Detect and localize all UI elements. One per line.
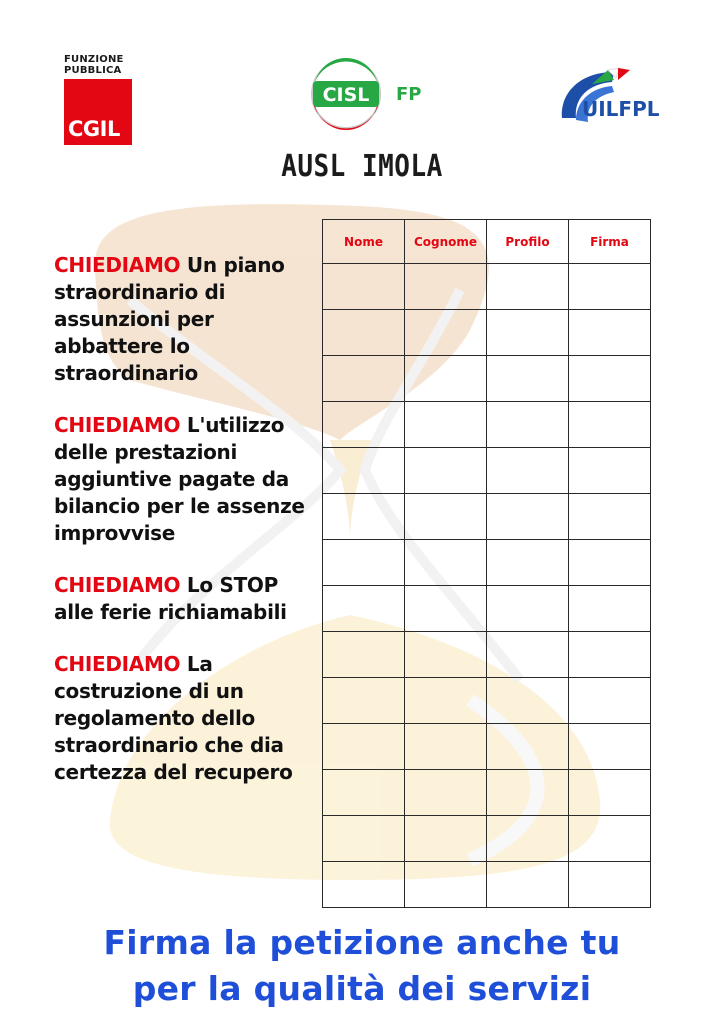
cgil-logo-text: CGIL	[68, 117, 120, 141]
page-title: AUSL IMOLA	[281, 149, 443, 185]
signature-cell-firma[interactable]	[569, 264, 651, 310]
signature-cell-cognome[interactable]	[405, 448, 487, 494]
signature-cell-profilo[interactable]	[487, 540, 569, 586]
signature-cell-cognome[interactable]	[405, 862, 487, 908]
signature-cell-firma[interactable]	[569, 310, 651, 356]
column-header-firma: Firma	[569, 220, 651, 264]
demand-keyword: CHIEDIAMO	[54, 652, 181, 676]
signature-cell-nome[interactable]	[323, 448, 405, 494]
column-header-cognome: Cognome	[405, 220, 487, 264]
demands-list	[54, 252, 312, 811]
signature-cell-firma[interactable]	[569, 862, 651, 908]
signature-cell-nome[interactable]	[323, 770, 405, 816]
signature-cell-cognome[interactable]	[405, 264, 487, 310]
column-header-profilo: Profilo	[487, 220, 569, 264]
demand-text: La costruzione di un regolamento dello straordinario che dia certezza del recupero	[54, 652, 293, 784]
table-row	[323, 402, 651, 448]
signature-cell-firma[interactable]	[569, 356, 651, 402]
signature-cell-cognome[interactable]	[405, 540, 487, 586]
signature-cell-nome[interactable]	[323, 862, 405, 908]
signature-cell-nome[interactable]	[323, 724, 405, 770]
table-row	[323, 540, 651, 586]
demand-item	[54, 651, 312, 786]
signature-cell-firma[interactable]	[569, 632, 651, 678]
cgil-logo-top-text: FUNZIONE PUBBLICA	[64, 54, 124, 76]
signature-cell-profilo[interactable]	[487, 264, 569, 310]
cgil-logo-box	[64, 79, 132, 145]
table-header-row	[323, 220, 651, 264]
table-row	[323, 770, 651, 816]
cisl-fp-logo	[306, 56, 436, 138]
signature-cell-cognome[interactable]	[405, 770, 487, 816]
cgil-logo	[64, 54, 136, 145]
signature-cell-firma[interactable]	[569, 770, 651, 816]
signature-cell-profilo[interactable]	[487, 586, 569, 632]
signature-cell-cognome[interactable]	[405, 632, 487, 678]
signature-cell-profilo[interactable]	[487, 724, 569, 770]
signature-cell-firma[interactable]	[569, 724, 651, 770]
signature-cell-firma[interactable]	[569, 402, 651, 448]
cisl-fp-text: FP	[396, 84, 422, 105]
table-row	[323, 264, 651, 310]
table-row	[323, 816, 651, 862]
signature-cell-profilo[interactable]	[487, 862, 569, 908]
cisl-logo-text: CISL	[322, 84, 370, 106]
signature-cell-profilo[interactable]	[487, 770, 569, 816]
signature-cell-profilo[interactable]	[487, 678, 569, 724]
table-row	[323, 356, 651, 402]
signature-cell-cognome[interactable]	[405, 402, 487, 448]
table-row	[323, 632, 651, 678]
signature-cell-nome[interactable]	[323, 402, 405, 448]
signature-cell-nome[interactable]	[323, 632, 405, 678]
signature-cell-nome[interactable]	[323, 356, 405, 402]
signature-cell-firma[interactable]	[569, 448, 651, 494]
uilfpl-logo	[552, 66, 670, 138]
demand-item	[54, 252, 312, 387]
cta-line-2: per la qualità dei servizi	[132, 969, 592, 1008]
signature-cell-cognome[interactable]	[405, 678, 487, 724]
signature-table	[322, 219, 651, 908]
demand-keyword: CHIEDIAMO	[54, 413, 181, 437]
signature-cell-nome[interactable]	[323, 586, 405, 632]
signature-cell-cognome[interactable]	[405, 816, 487, 862]
signature-cell-firma[interactable]	[569, 494, 651, 540]
signature-cell-cognome[interactable]	[405, 724, 487, 770]
table-row	[323, 678, 651, 724]
demand-text: Un piano straordinario di assunzioni per abbattere lo straordinario	[54, 253, 285, 385]
table-row	[323, 586, 651, 632]
signature-cell-nome[interactable]	[323, 310, 405, 356]
table-row	[323, 448, 651, 494]
table-row	[323, 724, 651, 770]
signature-cell-firma[interactable]	[569, 678, 651, 724]
call-to-action	[0, 920, 724, 1012]
table-row	[323, 310, 651, 356]
signature-cell-nome[interactable]	[323, 816, 405, 862]
signature-cell-nome[interactable]	[323, 264, 405, 310]
signature-cell-firma[interactable]	[569, 586, 651, 632]
demand-keyword: CHIEDIAMO	[54, 253, 181, 277]
demand-item	[54, 572, 312, 626]
signature-rows	[323, 264, 651, 908]
table-row	[323, 862, 651, 908]
demand-item	[54, 412, 312, 547]
signature-cell-nome[interactable]	[323, 540, 405, 586]
signature-cell-cognome[interactable]	[405, 356, 487, 402]
signature-cell-cognome[interactable]	[405, 586, 487, 632]
demand-text: Lo STOP alle ferie richiamabili	[54, 573, 287, 624]
demand-keyword: CHIEDIAMO	[54, 573, 181, 597]
uil-logo-text: UILFPL	[582, 97, 660, 121]
signature-cell-profilo[interactable]	[487, 448, 569, 494]
signature-cell-profilo[interactable]	[487, 494, 569, 540]
signature-cell-profilo[interactable]	[487, 632, 569, 678]
table-row	[323, 494, 651, 540]
demand-text: L'utilizzo delle prestazioni aggiuntive pagate da bilancio per le assenze improvvise	[54, 413, 305, 545]
signature-cell-cognome[interactable]	[405, 494, 487, 540]
signature-cell-profilo[interactable]	[487, 356, 569, 402]
signature-cell-firma[interactable]	[569, 540, 651, 586]
signature-cell-profilo[interactable]	[487, 310, 569, 356]
signature-cell-firma[interactable]	[569, 816, 651, 862]
signature-cell-nome[interactable]	[323, 678, 405, 724]
signature-cell-profilo[interactable]	[487, 816, 569, 862]
cta-line-1: Firma la petizione anche tu	[103, 923, 621, 962]
column-header-nome: Nome	[323, 220, 405, 264]
signature-cell-cognome[interactable]	[405, 310, 487, 356]
signature-cell-profilo[interactable]	[487, 402, 569, 448]
signature-cell-nome[interactable]	[323, 494, 405, 540]
